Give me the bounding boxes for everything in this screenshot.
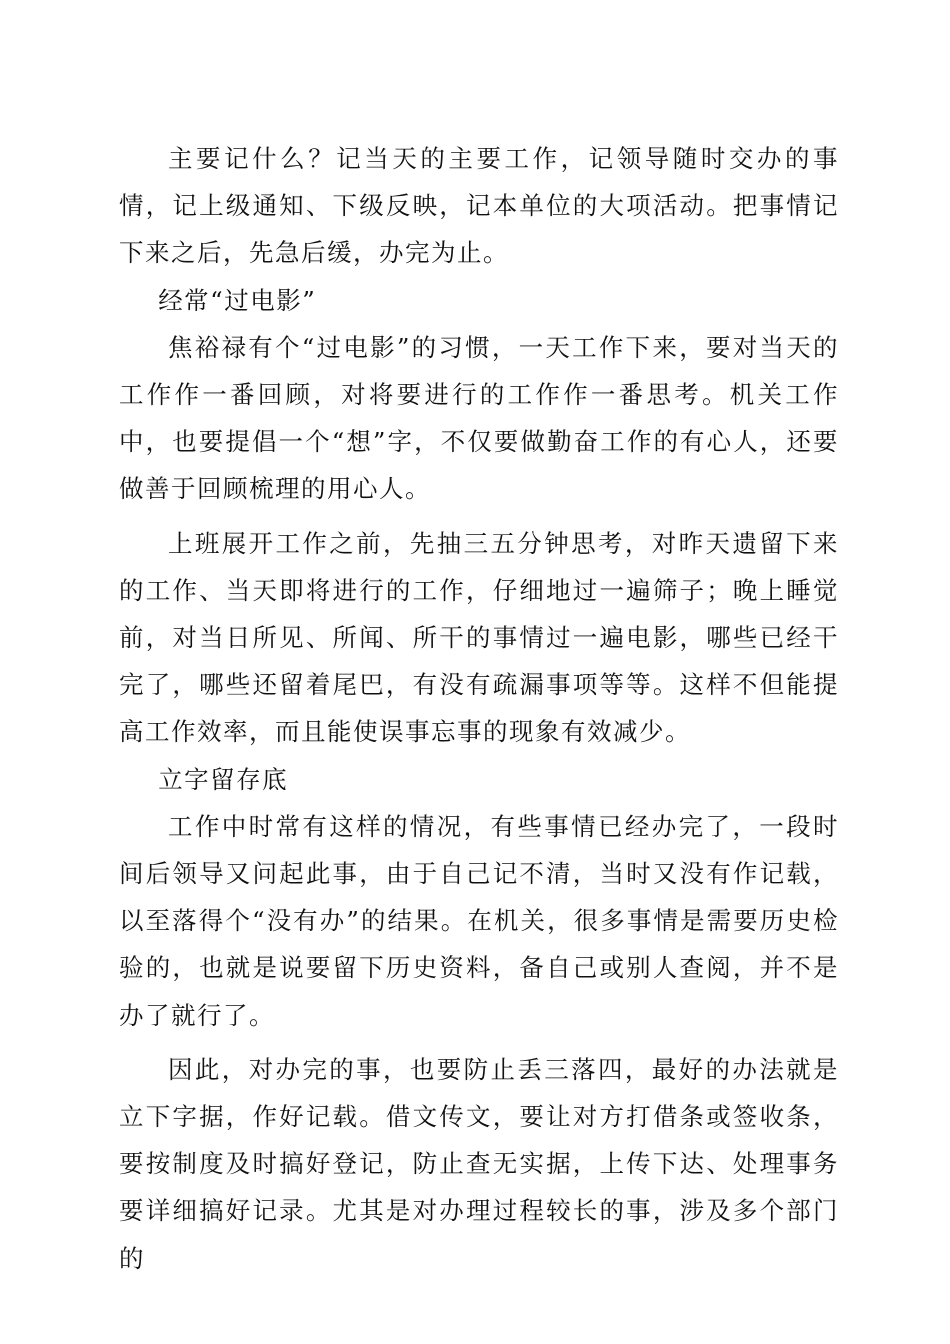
paragraph-jiao-yulu-habit: 焦裕禄有个“过电影”的习惯，一天工作下来，要对当天的工作作一番回顾，对将要进行的工作作一番思考。机关工作中，也要提倡一个“想”字，不仅要做勤奋工作的有心人，还要做善于回顾梳理的用心人。 <box>119 332 839 504</box>
document-body <box>119 135 839 1282</box>
section-heading-review: 经常“过电影” <box>158 285 317 315</box>
section-heading-keep-records: 立字留存底 <box>158 764 289 794</box>
paragraph-what-to-record: 主要记什么？记当天的主要工作，记领导随时交办的事情，记上级通知、下级反映，记本单位的大项活动。把事情记下来之后，先急后缓，办完为止。 <box>119 144 839 268</box>
paragraph-written-evidence: 因此，对办完的事，也要防止丢三落四，最好的办法就是立下字据，作好记载。借文传文，要让对方打借条或签收条，要按制度及时搞好登记，防止查无实据，上传下达、处理事务要详细搞好记录。尤其是对办理过程较长的事，涉及多个部门的 <box>119 1054 839 1273</box>
paragraph-daily-reflection: 上班展开工作之前，先抽三五分钟思考，对昨天遗留下来的工作、当天即将进行的工作，仔细地过一遍筛子；晚上睡觉前，对当日所见、所闻、所干的事情过一遍电影，哪些已经干完了，哪些还留着尾巴，有没有疏漏事项等等。这样不但能提高工作效率，而且能使误事忘事的现象有效减少。 <box>119 528 839 747</box>
paragraph-forgotten-tasks: 工作中时常有这样的情况，有些事情已经办完了，一段时间后领导又问起此事，由于自己记不清，当时又没有作记载，以至落得个“没有办”的结果。在机关，很多事情是需要历史检验的，也就是说要留下历史资料，备自己或别人查阅，并不是办了就行了。 <box>119 811 839 1030</box>
